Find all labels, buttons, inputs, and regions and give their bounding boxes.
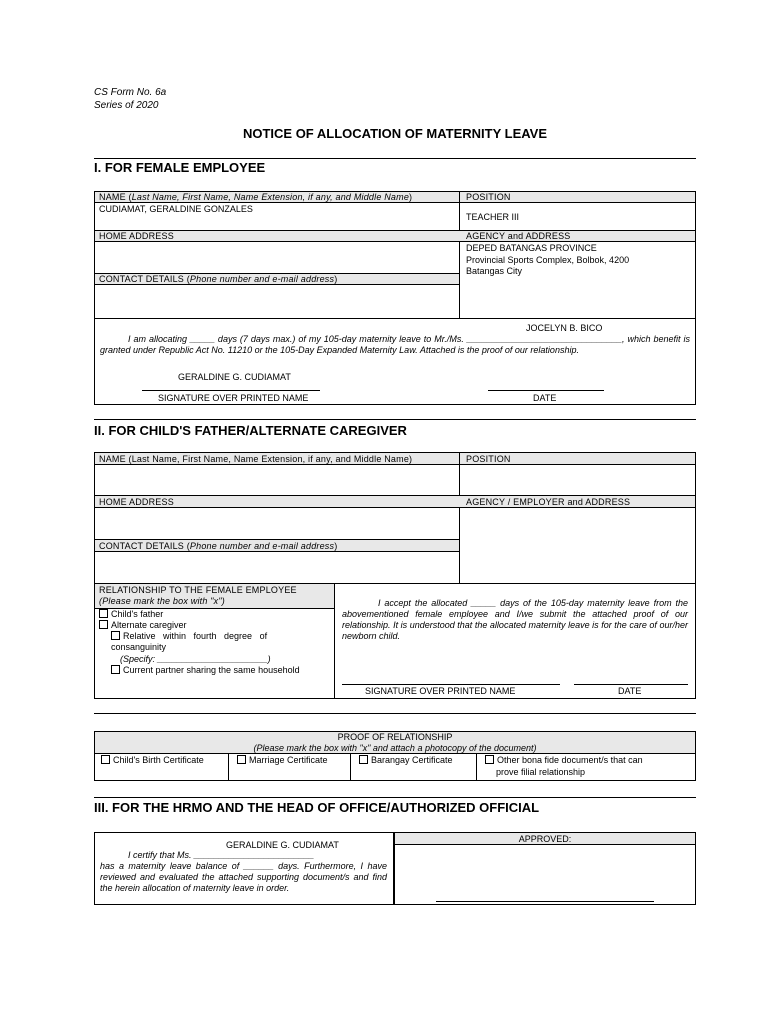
divider bbox=[459, 191, 460, 318]
agency-line-1: DEPED BATANGAS PROVINCE bbox=[466, 243, 597, 253]
agency-line-2: Provincial Sports Complex, Bolbok, 4200 bbox=[466, 255, 630, 265]
option-current-partner[interactable]: Current partner sharing the same household bbox=[111, 665, 300, 675]
divider bbox=[334, 583, 335, 699]
checkbox-icon[interactable] bbox=[237, 755, 246, 764]
divider bbox=[459, 452, 460, 583]
agency-label: AGENCY / EMPLOYER and ADDRESS bbox=[466, 497, 631, 507]
proof-other-document[interactable]: Other bona fide document/s that can bbox=[485, 755, 643, 765]
divider bbox=[94, 230, 696, 231]
divider bbox=[94, 551, 459, 552]
divider bbox=[94, 507, 696, 508]
home-address-label: HOME ADDRESS bbox=[99, 497, 174, 507]
signature-line[interactable] bbox=[342, 684, 560, 685]
option-childs-father[interactable]: Child's father bbox=[99, 609, 163, 619]
proof-barangay-certificate[interactable]: Barangay Certificate bbox=[359, 755, 453, 765]
date-label: DATE bbox=[533, 393, 557, 403]
recipient-name: JOCELYN B. BICO bbox=[526, 323, 603, 333]
specify-field[interactable]: (Specify: ______________________) bbox=[120, 654, 271, 664]
agency-line-3: Batangas City bbox=[466, 266, 523, 276]
date-label: DATE bbox=[618, 686, 642, 696]
divider bbox=[94, 284, 459, 285]
checkbox-icon[interactable] bbox=[111, 665, 120, 674]
divider bbox=[94, 464, 696, 465]
checkbox-icon[interactable] bbox=[359, 755, 368, 764]
home-address-label: HOME ADDRESS bbox=[99, 231, 174, 241]
allocation-statement: I am allocating _____ days (7 days max.) of my 105-day maternity leave to Mr./Ms. _______________________________, which benefit is granted under Republic Act No. 11210 or the 105-Day Expanded Maternity Law. Attached is the proof of our relationship. bbox=[100, 334, 690, 355]
position-label: POSITION bbox=[466, 454, 511, 464]
divider bbox=[94, 318, 696, 319]
divider bbox=[94, 713, 696, 714]
form-series: Series of 2020 bbox=[94, 100, 159, 111]
checkbox-icon[interactable] bbox=[99, 620, 108, 629]
acceptance-statement: I accept the allocated _____ days of the 105-day maternity leave from the abovementioned female employee and I/we submit the attached proof of our relationship. It is understood that the allocated maternity leave is for the care of our/her newborn child. bbox=[342, 598, 688, 641]
divider bbox=[94, 241, 696, 242]
date-line[interactable] bbox=[488, 390, 604, 391]
divider bbox=[94, 158, 696, 159]
section-1-heading: I. FOR FEMALE EMPLOYEE bbox=[94, 160, 266, 175]
divider bbox=[350, 753, 351, 781]
section-3-heading: III. FOR THE HRMO AND THE HEAD OF OFFICE/AUTHORIZED OFFICIAL bbox=[94, 800, 540, 815]
divider bbox=[94, 797, 696, 798]
divider bbox=[228, 753, 229, 781]
name-label: NAME (Last Name, First Name, Name Extension, if any, and Middle Name) bbox=[99, 192, 413, 202]
divider bbox=[94, 753, 696, 754]
divider bbox=[94, 539, 459, 540]
certification-statement: I certify that Ms. ________________________ has a maternity leave balance of ______ days. Furthermore, I have reviewed and evaluated the attached supporting document/s and find the herein allocation of maternity leave in order. bbox=[100, 850, 387, 893]
proof-title: PROOF OF RELATIONSHIP bbox=[337, 732, 453, 742]
option-alternate-caregiver[interactable]: Alternate caregiver bbox=[99, 620, 187, 630]
agency-label: AGENCY and ADDRESS bbox=[466, 231, 571, 241]
checkbox-icon[interactable] bbox=[111, 631, 120, 640]
position-label: POSITION bbox=[466, 192, 511, 202]
contact-label: CONTACT DETAILS (Phone number and e-mail address) bbox=[99, 274, 338, 284]
divider bbox=[94, 419, 696, 420]
divider bbox=[94, 202, 696, 203]
divider bbox=[394, 844, 696, 845]
signer-name: GERALDINE G. CUDIAMAT bbox=[178, 372, 291, 382]
checkbox-icon[interactable] bbox=[101, 755, 110, 764]
checkbox-icon[interactable] bbox=[485, 755, 494, 764]
form-number: CS Form No. 6a bbox=[94, 87, 167, 98]
option-relative-cont: consanguinity bbox=[111, 642, 167, 652]
relationship-label: RELATIONSHIP TO THE FEMALE EMPLOYEE bbox=[99, 585, 297, 595]
proof-birth-certificate[interactable]: Child's Birth Certificate bbox=[101, 755, 204, 765]
proof-instruction: (Please mark the box with "x" and attach a photocopy of the document) bbox=[253, 743, 537, 753]
option-relative[interactable]: Relative within fourth degree of bbox=[111, 631, 329, 641]
approved-label: APPROVED: bbox=[518, 834, 572, 844]
employee-name: GERALDINE G. CUDIAMAT bbox=[226, 840, 339, 850]
page-title: NOTICE OF ALLOCATION OF MATERNITY LEAVE bbox=[242, 126, 548, 141]
signature-line[interactable] bbox=[142, 390, 320, 391]
divider bbox=[476, 753, 477, 781]
name-field[interactable]: CUDIAMAT, GERALDINE GONZALES bbox=[99, 204, 253, 214]
contact-label: CONTACT DETAILS (Phone number and e-mail address) bbox=[99, 541, 338, 551]
relationship-instruction: (Please mark the box with "x") bbox=[99, 596, 225, 606]
proof-other-document-cont: prove filial relationship bbox=[496, 767, 586, 777]
signature-label: SIGNATURE OVER PRINTED NAME bbox=[365, 686, 516, 696]
divider bbox=[94, 495, 696, 496]
proof-marriage-certificate[interactable]: Marriage Certificate bbox=[237, 755, 328, 765]
checkbox-icon[interactable] bbox=[99, 609, 108, 618]
signature-label: SIGNATURE OVER PRINTED NAME bbox=[158, 393, 309, 403]
name-label: NAME (Last Name, First Name, Name Extension, if any, and Middle Name) bbox=[99, 454, 413, 464]
approver-signature-line[interactable] bbox=[436, 901, 654, 902]
header-row-bg bbox=[95, 231, 695, 241]
section-2-heading: II. FOR CHILD'S FATHER/ALTERNATE CAREGIVER bbox=[94, 423, 407, 438]
date-line[interactable] bbox=[574, 684, 688, 685]
position-field[interactable]: TEACHER III bbox=[466, 212, 520, 222]
